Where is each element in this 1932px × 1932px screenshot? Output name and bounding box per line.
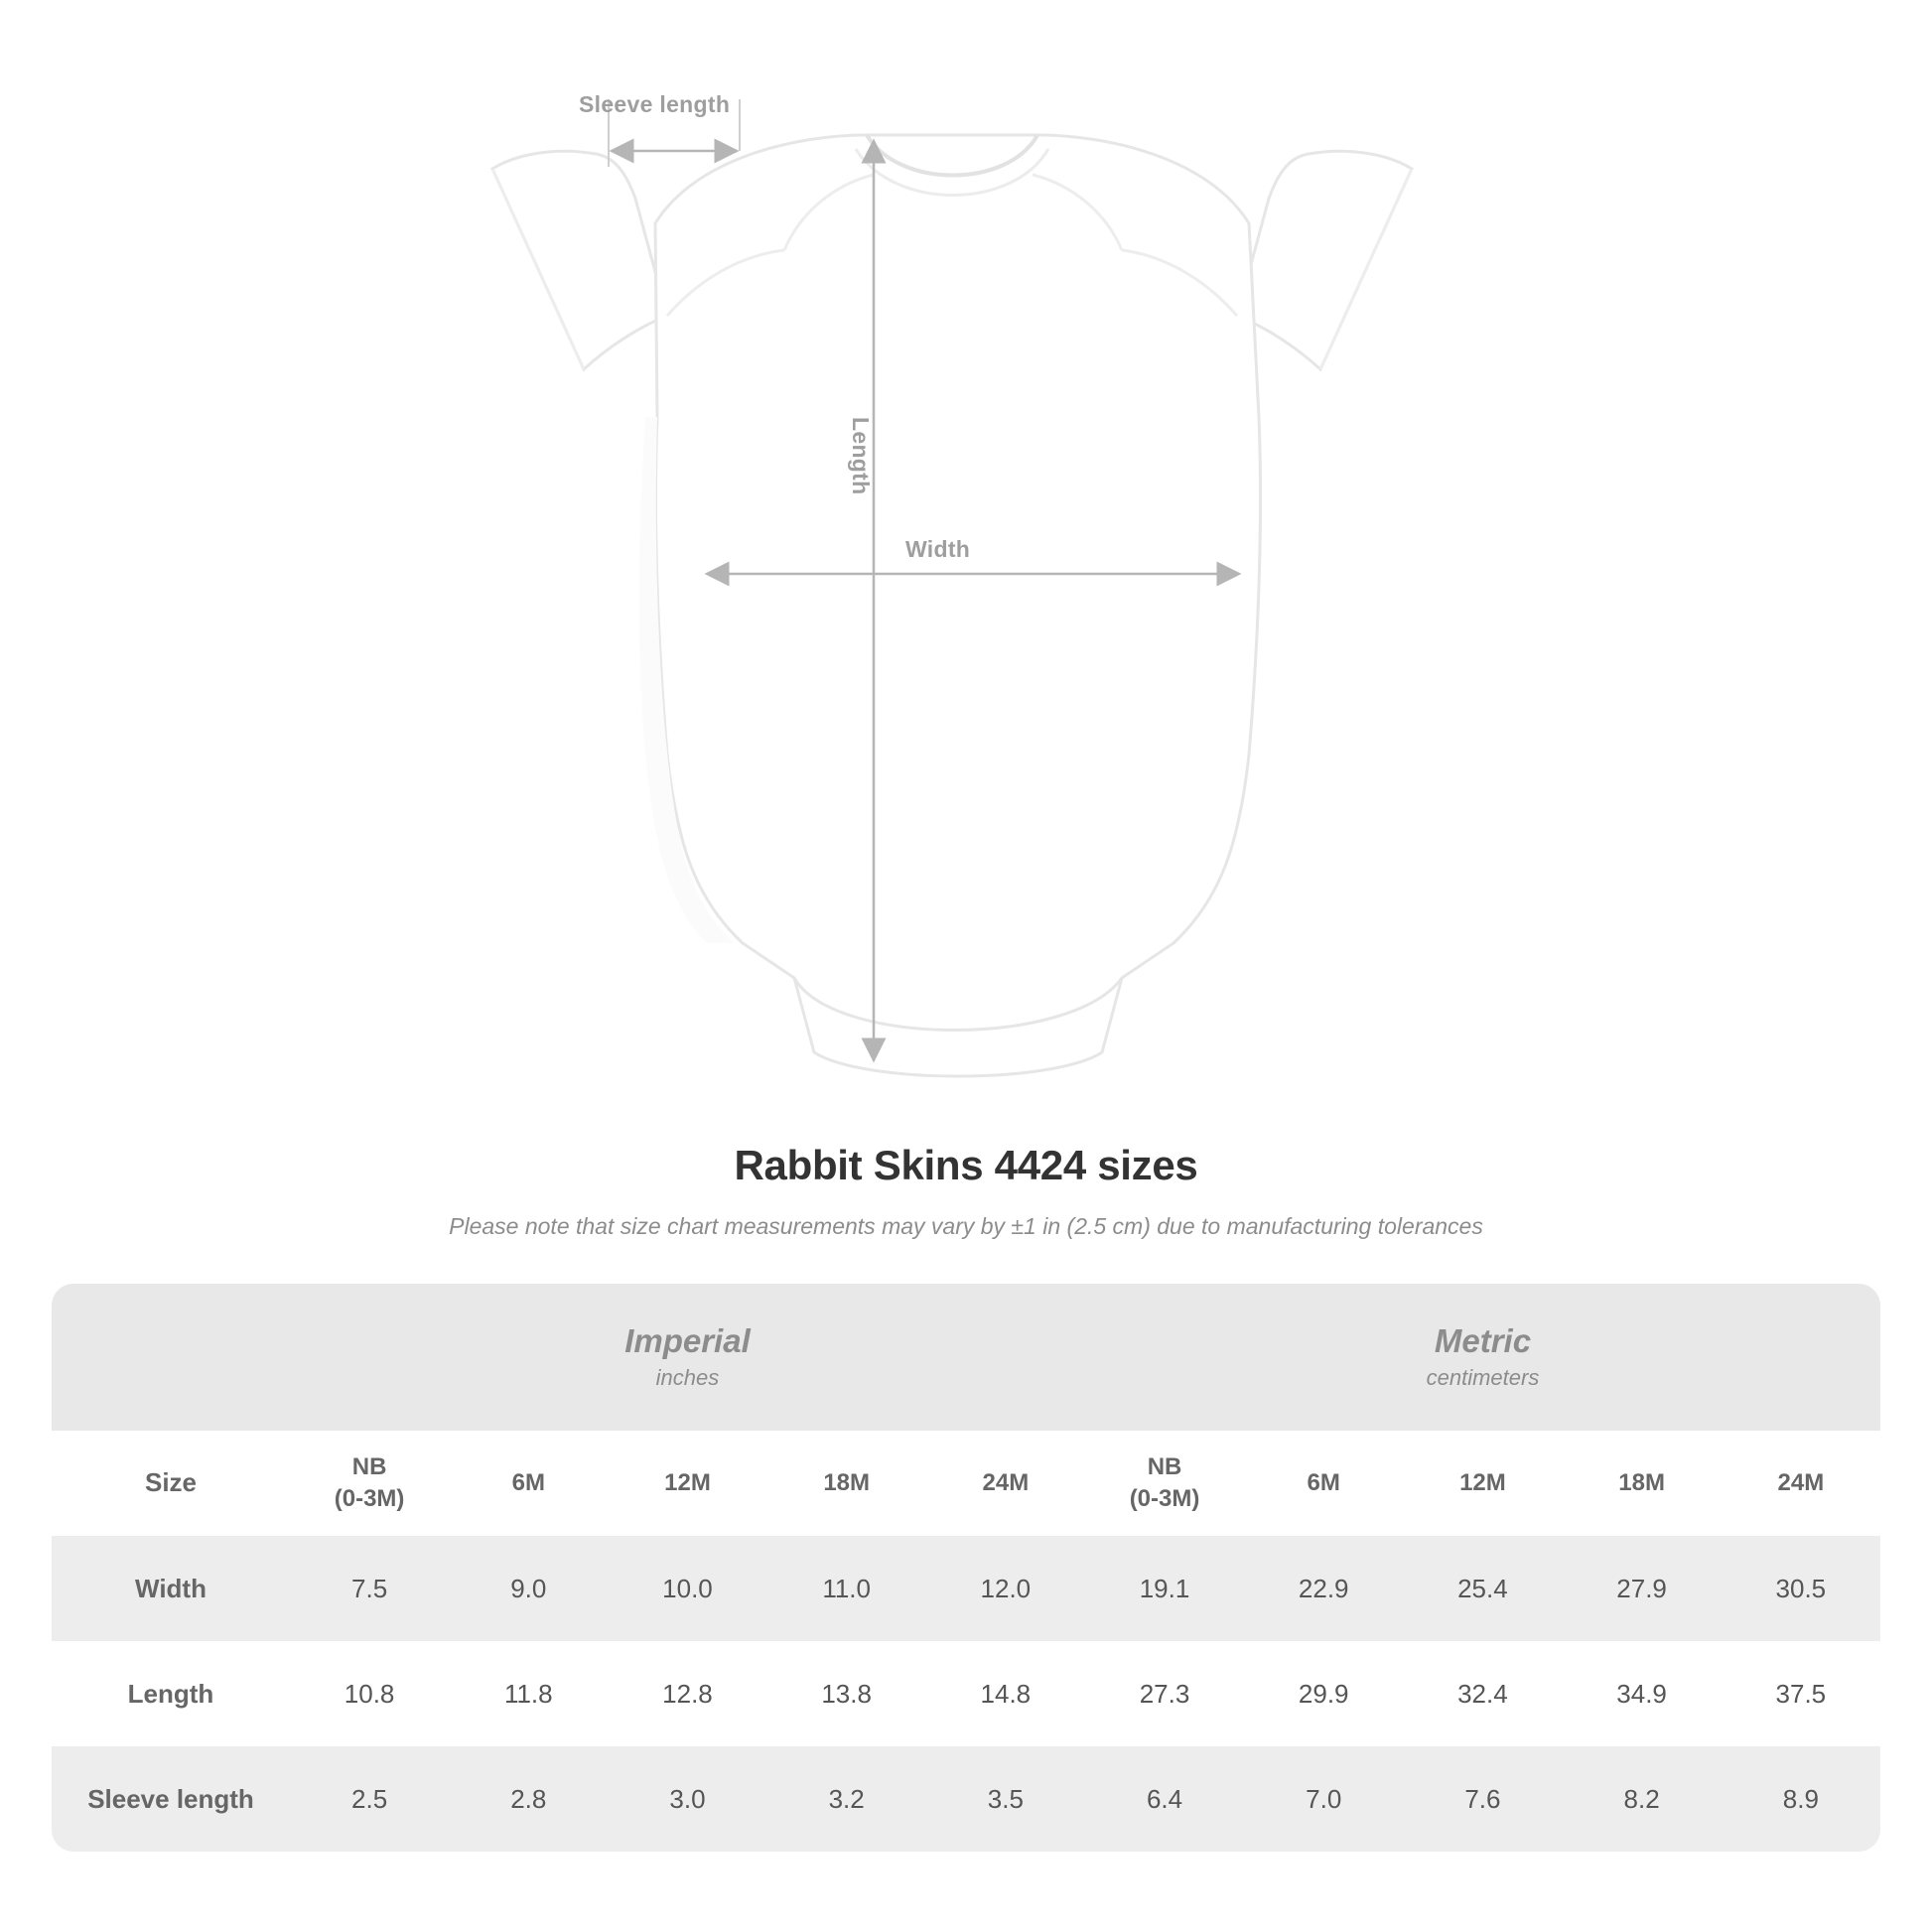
table-row — [52, 1746, 1880, 1852]
length-label: Length — [848, 417, 874, 495]
table-cell: 32.4 — [1403, 1641, 1562, 1746]
table-cell: 30.5 — [1722, 1536, 1880, 1641]
column-header-line1: 6M — [511, 1468, 545, 1496]
column-header — [1563, 1431, 1722, 1536]
column-header-line1: 24M — [1777, 1468, 1825, 1496]
tolerance-note: Please note that size chart measurements may vary by ±1 in (2.5 cm) due to manufacturing tolerances — [449, 1213, 1483, 1239]
table-cell: 7.6 — [1403, 1746, 1562, 1852]
table-cell: 14.8 — [926, 1641, 1085, 1746]
table-cell: 3.2 — [767, 1746, 926, 1852]
table-cell: 29.9 — [1244, 1641, 1403, 1746]
table-cell: 3.5 — [926, 1746, 1085, 1852]
column-header-line2: (0-3M) — [1129, 1485, 1200, 1512]
column-header-line1: 18M — [823, 1468, 870, 1496]
column-header-line1: 12M — [1459, 1468, 1506, 1496]
table-cell: 12.0 — [926, 1536, 1085, 1641]
table-row — [52, 1536, 1880, 1641]
row-label: Length — [52, 1641, 290, 1746]
table-cell: 37.5 — [1722, 1641, 1880, 1746]
column-header — [1403, 1431, 1562, 1536]
table-cell: 27.9 — [1563, 1536, 1722, 1641]
table-cell: 10.8 — [290, 1641, 449, 1746]
table-cell: 13.8 — [767, 1641, 926, 1746]
size-header: Size — [52, 1431, 290, 1536]
column-header-line1: 18M — [1618, 1468, 1665, 1496]
table-cell: 3.0 — [608, 1746, 766, 1852]
table-cell: 34.9 — [1563, 1641, 1722, 1746]
table-cell: 8.2 — [1563, 1746, 1722, 1852]
table-cell: 19.1 — [1085, 1536, 1244, 1641]
unit-group-imperial-sub: inches — [655, 1365, 720, 1391]
column-header-line2: (0-3M) — [334, 1485, 405, 1512]
garment-shape — [492, 135, 1412, 1076]
unit-spacer — [52, 1284, 290, 1431]
column-header-line1: 24M — [982, 1468, 1030, 1496]
unit-group-imperial-name: Imperial — [624, 1321, 751, 1359]
table-cell: 2.5 — [290, 1746, 449, 1852]
column-header-line1: 12M — [664, 1468, 711, 1496]
column-header-line1: NB — [1147, 1452, 1182, 1480]
size-chart-table — [52, 1284, 1880, 1852]
column-header — [449, 1431, 608, 1536]
column-header — [1722, 1431, 1880, 1536]
table-cell: 22.9 — [1244, 1536, 1403, 1641]
unit-group-imperial — [290, 1284, 1085, 1431]
column-header-row — [52, 1431, 1880, 1536]
column-header — [1244, 1431, 1403, 1536]
column-header — [608, 1431, 766, 1536]
title-block — [0, 1142, 1932, 1240]
table-cell: 12.8 — [608, 1641, 766, 1746]
column-header — [290, 1431, 449, 1536]
sleeve-length-label: Sleeve length — [579, 91, 731, 117]
table-row — [52, 1641, 1880, 1746]
column-header-line1: 6M — [1307, 1468, 1340, 1496]
table-cell: 8.9 — [1722, 1746, 1880, 1852]
table-cell: 6.4 — [1085, 1746, 1244, 1852]
table-cell: 7.0 — [1244, 1746, 1403, 1852]
column-header — [1085, 1431, 1244, 1536]
column-header-line1: NB — [351, 1452, 387, 1480]
table-cell: 11.0 — [767, 1536, 926, 1641]
column-header — [926, 1431, 1085, 1536]
unit-group-metric-sub: centimeters — [1426, 1365, 1540, 1391]
table-cell: 10.0 — [608, 1536, 766, 1641]
table-cell: 25.4 — [1403, 1536, 1562, 1641]
column-header — [767, 1431, 926, 1536]
table-cell: 7.5 — [290, 1536, 449, 1641]
unit-group-metric-name: Metric — [1434, 1321, 1532, 1359]
table-cell: 9.0 — [449, 1536, 608, 1641]
width-label: Width — [905, 536, 971, 562]
unit-group-row — [52, 1284, 1880, 1431]
table-cell: 11.8 — [449, 1641, 608, 1746]
page-title: Rabbit Skins 4424 sizes — [734, 1142, 1198, 1188]
size-table-container — [52, 1284, 1880, 1852]
row-label: Sleeve length — [52, 1746, 290, 1852]
row-label: Width — [52, 1536, 290, 1641]
table-cell: 2.8 — [449, 1746, 608, 1852]
unit-group-metric — [1085, 1284, 1880, 1431]
table-cell: 27.3 — [1085, 1641, 1244, 1746]
